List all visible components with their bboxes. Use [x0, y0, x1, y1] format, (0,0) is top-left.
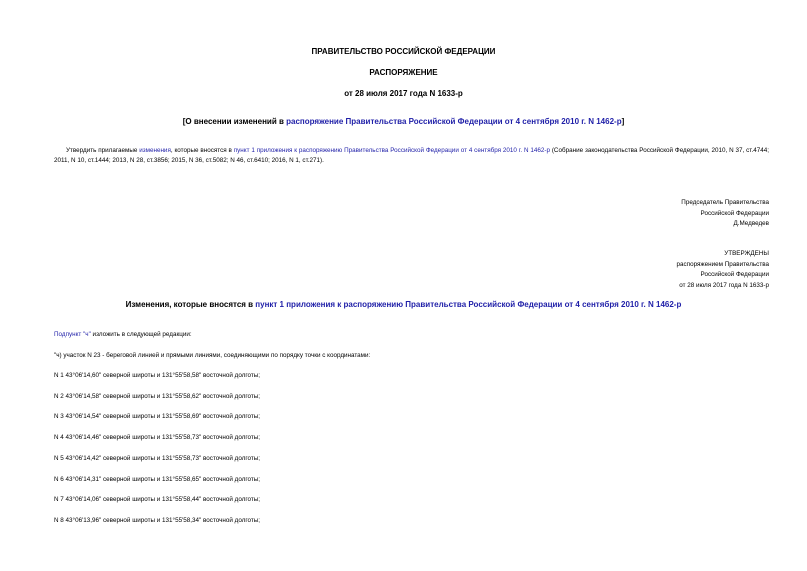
- signature-name: Д.Медведев: [733, 220, 769, 227]
- approval-heading: УТВЕРЖДЕНЫ: [724, 250, 769, 257]
- paragraph-text: , которые вносятся в: [170, 147, 234, 154]
- title-suffix: ]: [621, 117, 625, 126]
- coordinate-point: N 6 43°06'14,31" северной широты и 131°55'58,65" восточной долготы;: [54, 476, 261, 483]
- approval-line: распоряжением Правительства: [676, 260, 769, 268]
- signature-block: [681, 198, 769, 230]
- subpoint-link[interactable]: Подпункт "ч": [54, 331, 91, 338]
- document-title: [0, 117, 807, 126]
- signature-country: Российской Федерации: [700, 209, 769, 217]
- changes-title-link[interactable]: пункт 1 приложения к распоряжению Правительства Российской Федерации от 4 сентября 2010 г. N 1462-р: [255, 300, 682, 309]
- title-prefix: [О внесении изменений в: [182, 117, 287, 126]
- approval-paragraph: [54, 146, 769, 166]
- subpoint-text: изложить в следующей редакции:: [90, 331, 192, 338]
- subpoint-line: [54, 331, 192, 338]
- link-changes[interactable]: изменения: [139, 147, 171, 154]
- paragraph-text: Утвердить прилагаемые: [66, 147, 140, 154]
- coordinate-point: N 1 43°06'14,60" северной широты и 131°55'58,58" восточной долготы;: [54, 372, 261, 379]
- coordinate-point: N 8 43°06'13,96" северной широты и 131°55'58,34" восточной долготы;: [54, 517, 261, 524]
- title-link-decree-1462[interactable]: распоряжение Правительства Российской Федерации от 4 сентября 2010 г. N 1462-р: [286, 117, 622, 126]
- approval-stamp-block: [677, 249, 769, 291]
- coordinate-point: N 2 43°06'14,58" северной широты и 131°55'58,62" восточной долготы;: [54, 393, 261, 400]
- coordinate-point: N 7 43°06'14,06" северной широты и 131°55'58,44" восточной долготы;: [54, 496, 261, 503]
- approval-line: от 28 июля 2017 года N 1633-р: [679, 281, 769, 289]
- document-date-number: от 28 июля 2017 года N 1633-р: [344, 89, 463, 98]
- changes-title: [0, 300, 807, 309]
- coordinate-point: N 5 43°06'14,42" северной широты и 131°55'58,73" восточной долготы;: [54, 455, 261, 462]
- document-type: РАСПОРЯЖЕНИЕ: [369, 68, 438, 77]
- changes-title-prefix: Изменения, которые вносятся в: [125, 300, 256, 309]
- coordinate-point: N 3 43°06'14,54" северной широты и 131°55'58,69" восточной долготы;: [54, 413, 261, 420]
- signature-position: Председатель Правительства: [681, 199, 769, 206]
- approval-line: Российской Федерации: [700, 271, 769, 278]
- coordinate-point: N 4 43°06'14,46" северной широты и 131°55'58,73" восточной долготы;: [54, 434, 261, 441]
- paragraph-text: (Собрание законодательства Российской Федерации, 2010, N 37, ст.4744; 2011, N 10, ст.1444; 2013, N 28, ст.3856; 2015, N 36, ст.5082; N 46, ст.6410; 2016, N 1, ст.271).: [54, 147, 769, 164]
- section-intro: "ч) участок N 23 - береговой линией и прямыми линиями, соединяющими по порядку точки с координатами:: [54, 352, 371, 359]
- link-point-1-appendix[interactable]: пункт 1 приложения к распоряжению Правительства Российской Федерации от 4 сентября 2010 г. N 1462-р: [233, 147, 550, 154]
- government-heading: ПРАВИТЕЛЬСТВО РОССИЙСКОЙ ФЕДЕРАЦИИ: [311, 47, 496, 56]
